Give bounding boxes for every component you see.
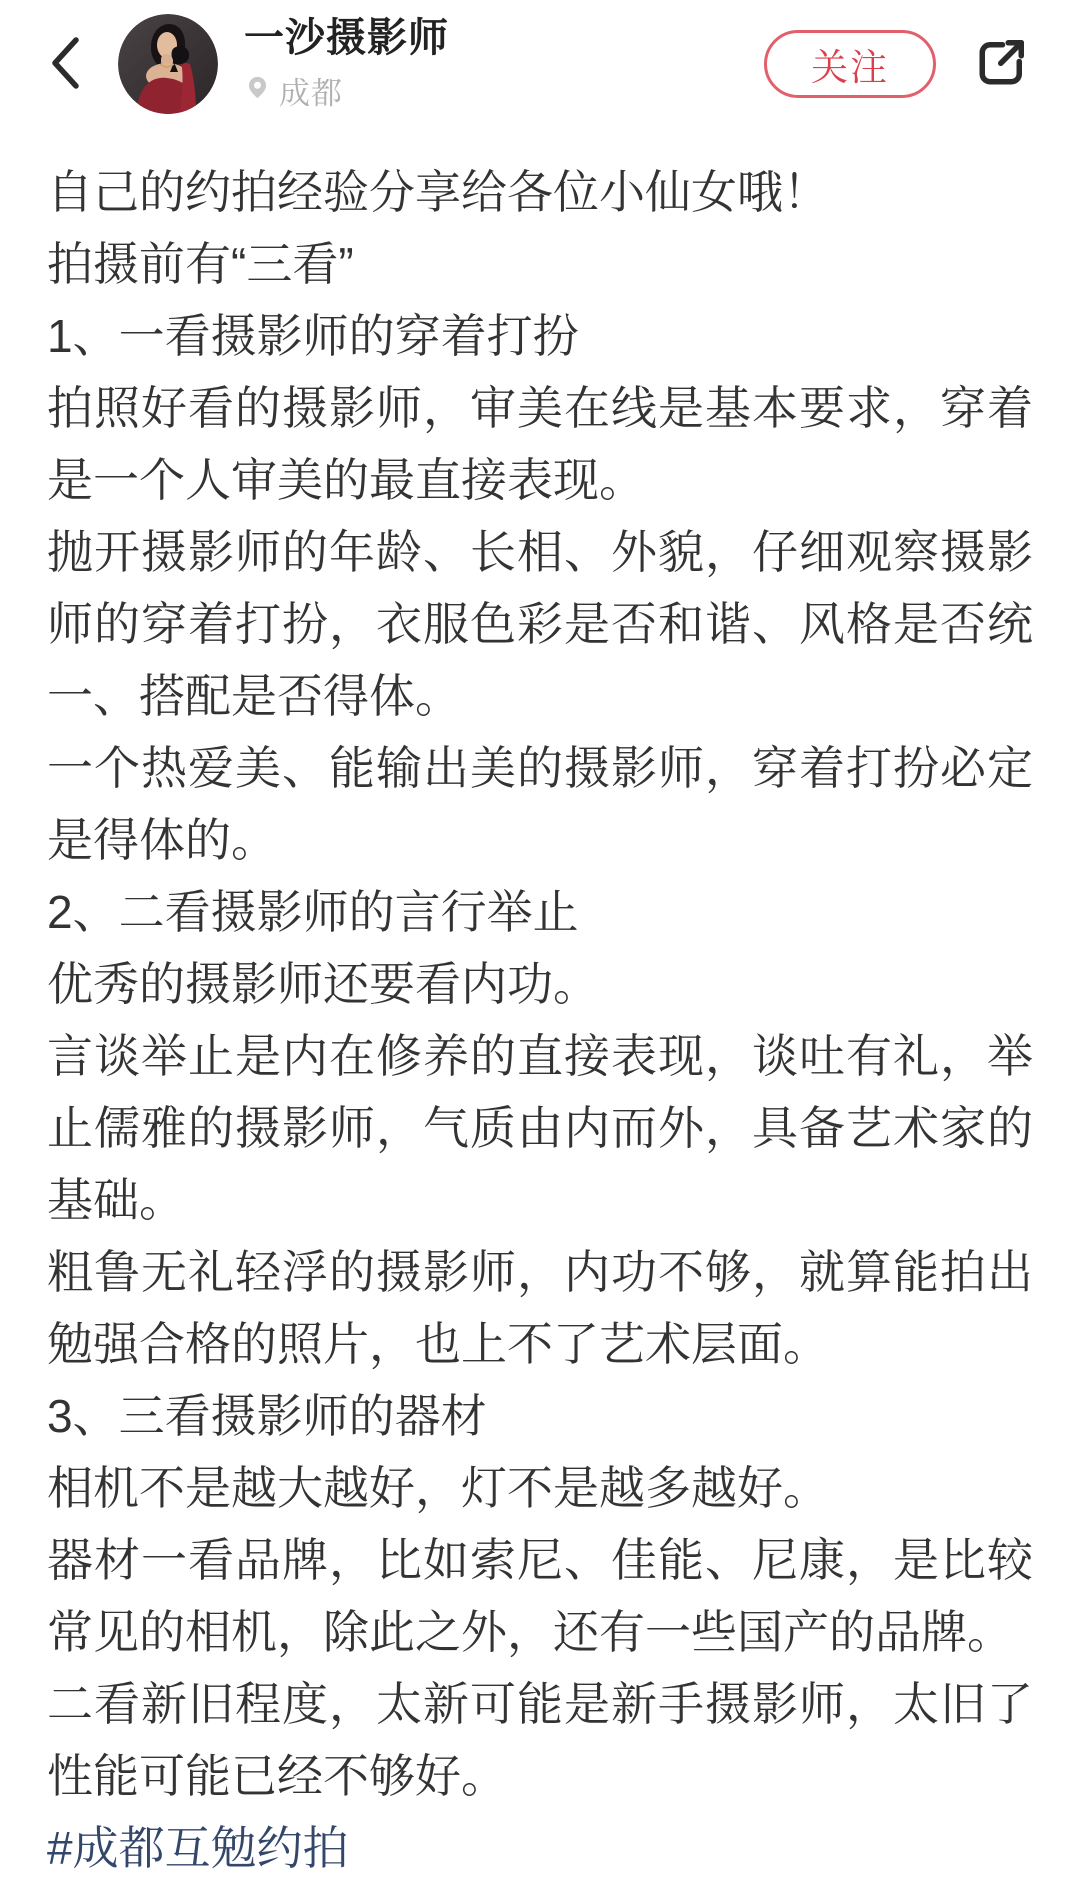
post-paragraph: 二看新旧程度，太新可能是新手摄影师，太旧了性能可能已经不够好。 [47, 1678, 1033, 1802]
chevron-left-icon [48, 35, 82, 94]
post-paragraph: 拍照好看的摄影师，审美在线是基本要求，穿着是一个人审美的最直接表现。 [47, 382, 1033, 506]
avatar[interactable] [118, 14, 218, 114]
post-paragraph: 一个热爱美、能输出美的摄影师，穿着打扮必定是得体的。 [47, 742, 1033, 866]
post-paragraph: 拍摄前有“三看” [47, 238, 354, 290]
hashtag-link[interactable]: #成都互勉约拍 [47, 1822, 349, 1874]
follow-button[interactable]: 关注 [764, 30, 936, 98]
share-box-arrow-icon [971, 32, 1031, 97]
post-paragraph: 相机不是越大越好，灯不是越多越好。 [47, 1462, 829, 1514]
post-body [0, 118, 1080, 1884]
post-paragraph: 2、二看摄影师的言行举止 [47, 886, 579, 938]
post-paragraph: 1、一看摄影师的穿着打扮 [47, 310, 579, 362]
user-info-block [244, 16, 449, 113]
location-text: 成都 [279, 75, 343, 111]
share-button[interactable] [970, 32, 1032, 96]
post-paragraph: 言谈举止是内在修养的直接表现，谈吐有礼，举止儒雅的摄影师，气质由内而外，具备艺术家的基础。 [47, 1030, 1033, 1226]
location-row [244, 68, 449, 113]
user-portrait-photo [118, 14, 218, 114]
post-paragraphs [47, 156, 1033, 1812]
back-button[interactable] [48, 34, 88, 94]
top-nav-bar [0, 0, 1080, 118]
post-paragraph: 自己的约拍经验分享给各位小仙女哦！ [47, 166, 829, 218]
post-paragraph: 优秀的摄影师还要看内功。 [47, 958, 599, 1010]
post-paragraph: 粗鲁无礼轻浮的摄影师，内功不够，就算能拍出勉强合格的照片，也上不了艺术层面。 [47, 1246, 1033, 1370]
post-paragraph: 器材一看品牌，比如索尼、佳能、尼康，是比较常见的相机，除此之外，还有一些国产的品牌。 [47, 1534, 1033, 1658]
user-name[interactable]: 一沙摄影师 [244, 15, 449, 60]
location-pin-icon [244, 74, 271, 106]
post-paragraph: 抛开摄影师的年龄、长相、外貌，仔细观察摄影师的穿着打扮，衣服色彩是否和谐、风格是否统一、搭配是否得体。 [47, 526, 1033, 722]
hashtag-line [47, 1812, 1033, 1884]
post-paragraph: 3、三看摄影师的器材 [47, 1390, 487, 1442]
